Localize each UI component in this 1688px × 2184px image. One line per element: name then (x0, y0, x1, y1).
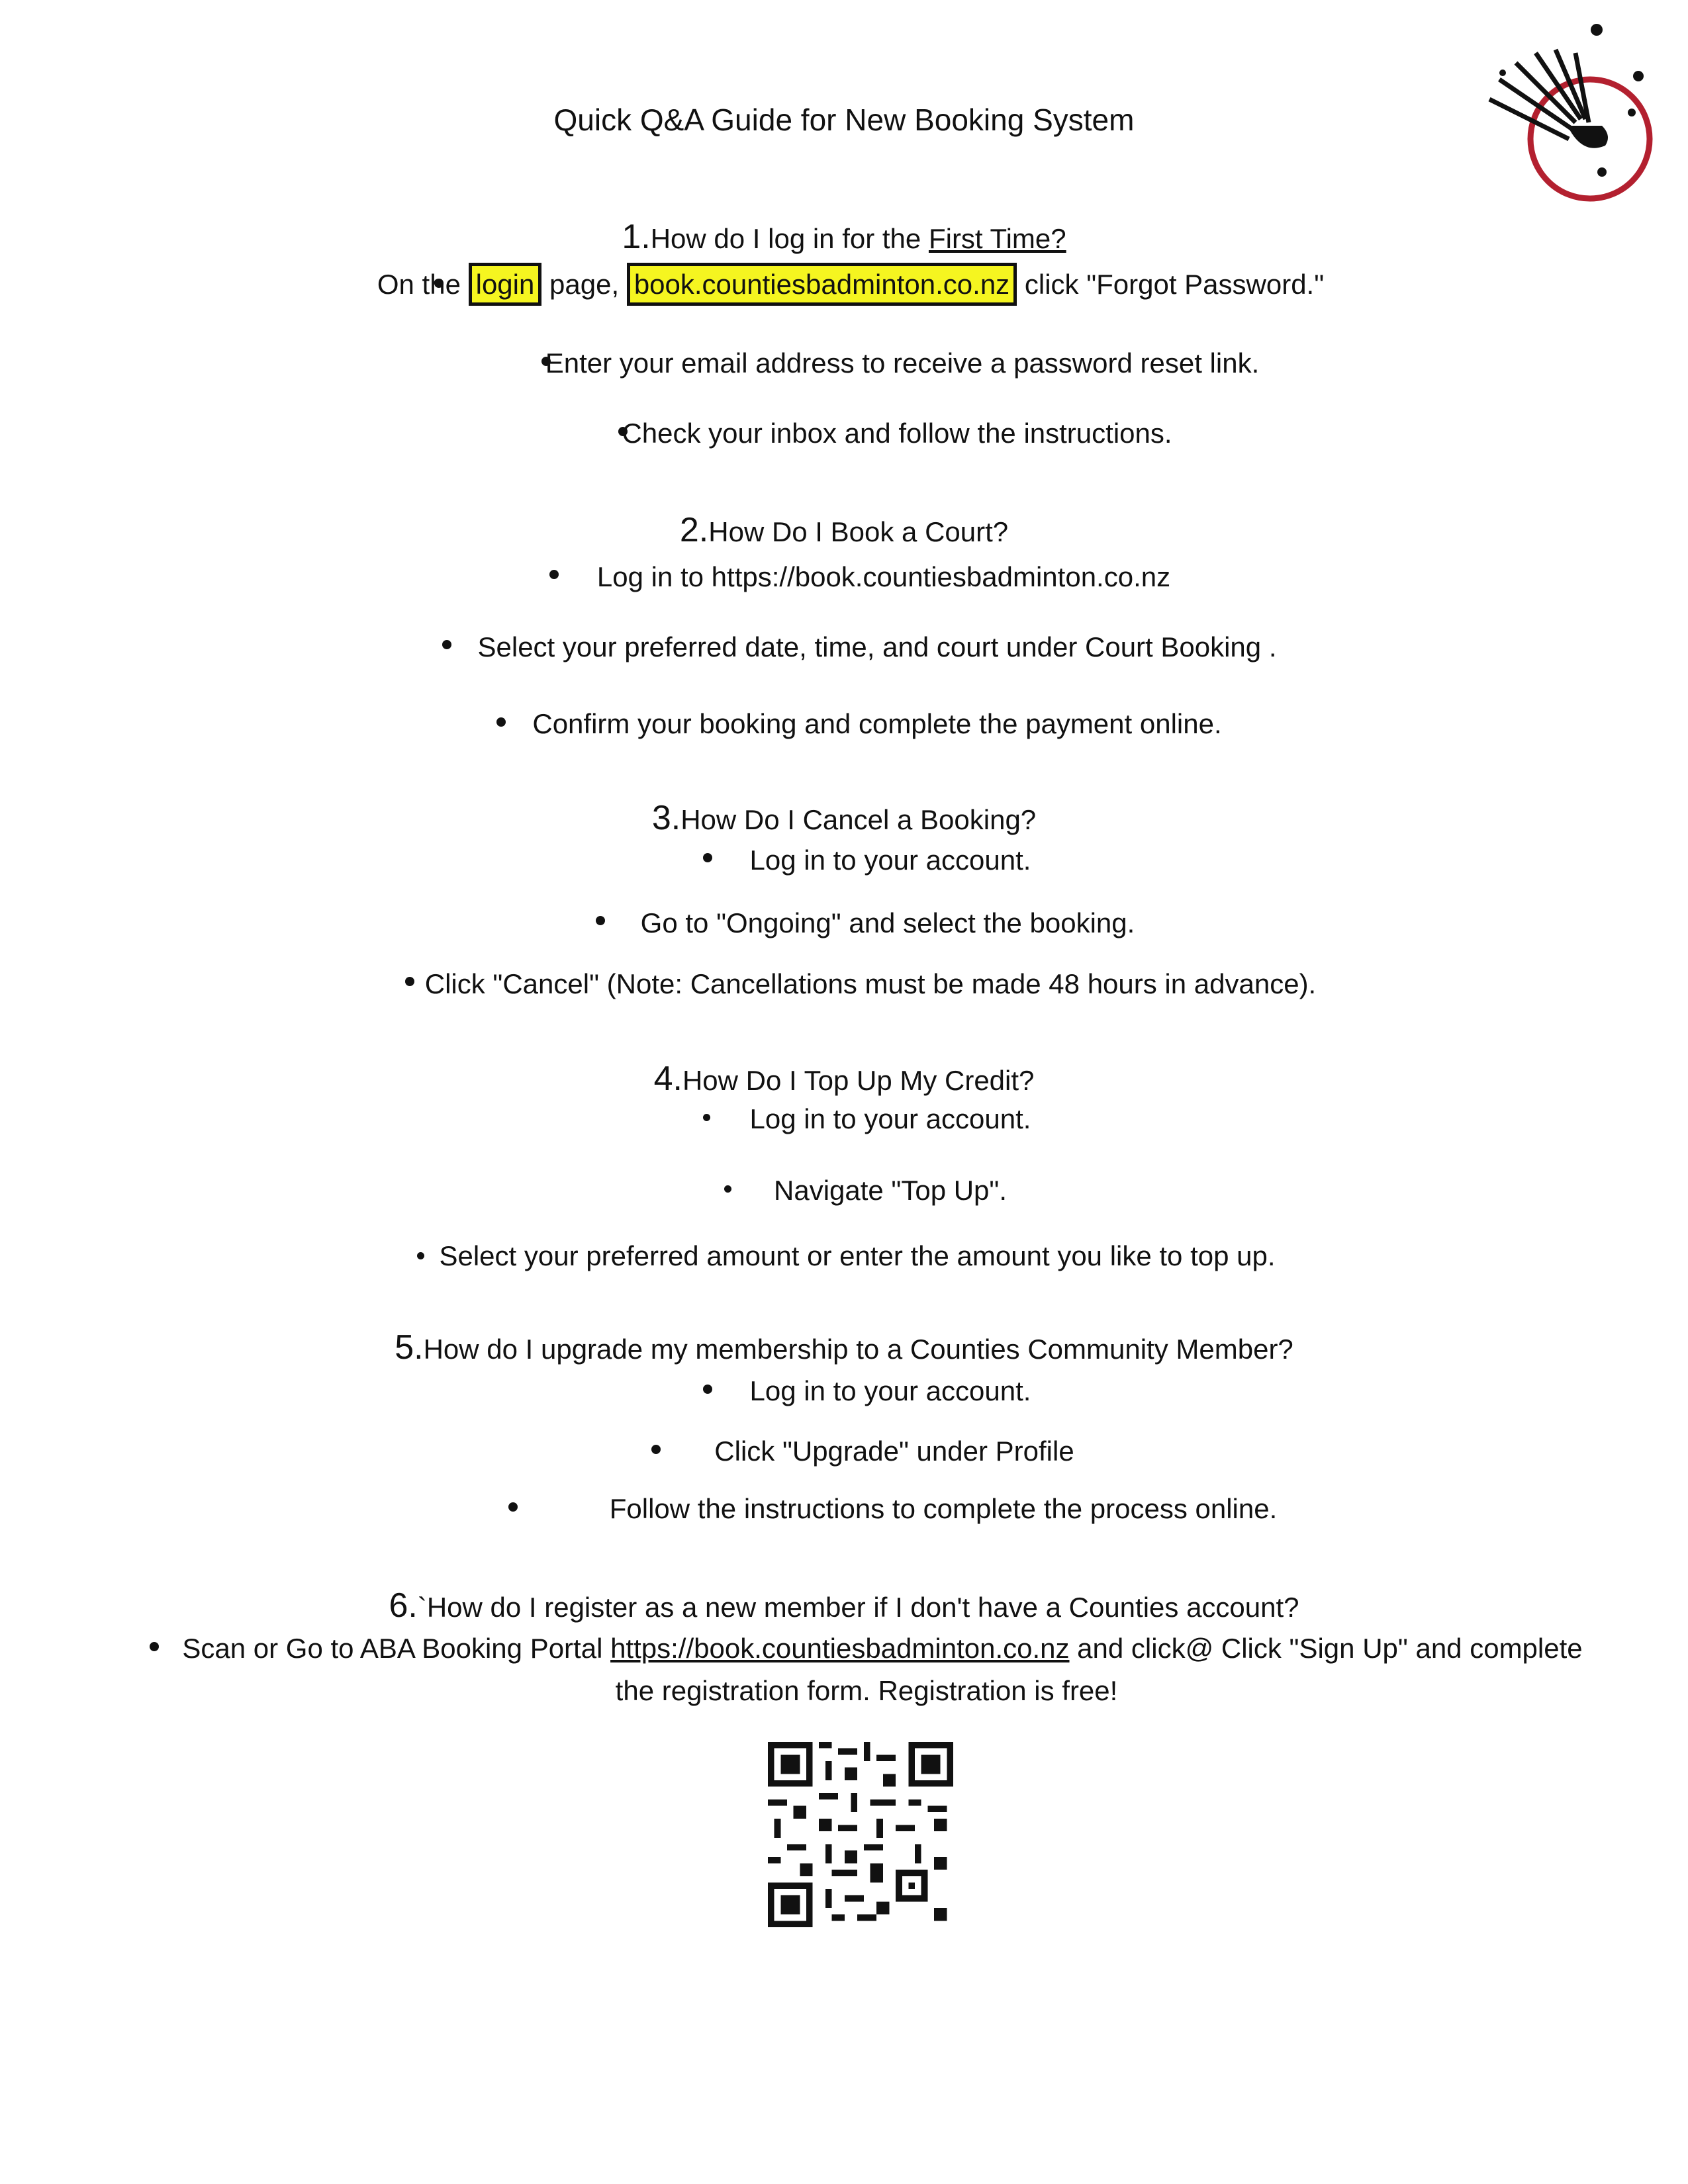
section-5-bullet-3: Follow the instructions to complete the process online. (609, 1493, 1278, 1524)
question-6 (0, 1588, 1688, 1623)
question-number: 6. (389, 1586, 418, 1625)
question-text: How Do I Top Up My Credit? (682, 1065, 1035, 1096)
section-6-bullet-1 (38, 1635, 1688, 1662)
section-3-bullet-1: Log in to your account. (749, 844, 1031, 876)
section-3-bullet-2: Go to "Ongoing" and select the booking. (640, 907, 1135, 938)
question-text: How Do I Cancel a Booking? (680, 804, 1037, 835)
question-number: 2. (679, 511, 709, 549)
question-2 (0, 513, 1688, 547)
section-4-bullet-1: Log in to your account. (749, 1103, 1031, 1134)
first-time-link[interactable]: First Time? (928, 223, 1066, 254)
section-2-bullet-3: Confirm your booking and complete the payment online. (532, 708, 1222, 739)
section-1-bullet-1 (7, 271, 1688, 298)
question-text: How do I upgrade my membership to a Counties Community Member? (423, 1334, 1293, 1365)
section-3-bullet-3: Click "Cancel" (Note: Cancellations must be made 48 hours in advance). (424, 968, 1317, 999)
question-number: 4. (653, 1060, 682, 1098)
question-number: 5. (395, 1328, 424, 1367)
bullet-text: On the (377, 269, 469, 300)
question-4 (0, 1062, 1688, 1096)
section-1-bullet-3: Check your inbox and follow the instructions. (622, 418, 1172, 449)
qr-code-icon[interactable] (768, 1742, 953, 1927)
section-4-bullet-3: Select your preferred amount or enter the amount you like to top up. (439, 1240, 1276, 1271)
question-1 (0, 220, 1688, 254)
section-2-bullet-1: Log in to https://book.countiesbadminton.co.nz (596, 561, 1171, 592)
question-number: 3. (651, 799, 681, 837)
bullet-text: page, (541, 269, 627, 300)
section-4-bullet-2: Navigate "Top Up". (774, 1175, 1007, 1206)
question-3 (0, 801, 1688, 835)
section-2-bullet-2: Select your preferred date, time, and court under Court Booking . (477, 631, 1277, 662)
question-5 (0, 1330, 1688, 1365)
section-1-bullet-2: Enter your email address to receive a password reset link. (545, 347, 1260, 379)
question-text: How Do I Book a Court? (708, 516, 1009, 547)
page-title: Quick Q&A Guide for New Booking System (553, 103, 1135, 137)
booking-portal-link[interactable]: https://book.countiesbadminton.co.nz (610, 1633, 1070, 1664)
section-5-bullet-1: Log in to your account. (749, 1375, 1031, 1406)
booking-site-link[interactable]: book.countiesbadminton.co.nz (627, 263, 1017, 306)
bullet-text: and click@ Click "Sign Up" and complete (1069, 1633, 1583, 1664)
question-number: 1. (622, 218, 651, 256)
bullet-text: Scan or Go to ABA Booking Portal (182, 1633, 611, 1664)
question-text: How do I log in for the (650, 223, 929, 254)
section-6-bullet-1-line-2: the registration form. Registration is free! (615, 1675, 1118, 1706)
section-5-bullet-2: Click "Upgrade" under Profile (714, 1435, 1074, 1467)
bullet-text: click "Forgot Password." (1017, 269, 1325, 300)
login-link[interactable]: login (469, 263, 542, 306)
question-text: `How do I register as a new member if I don't have a Counties account? (417, 1592, 1299, 1623)
